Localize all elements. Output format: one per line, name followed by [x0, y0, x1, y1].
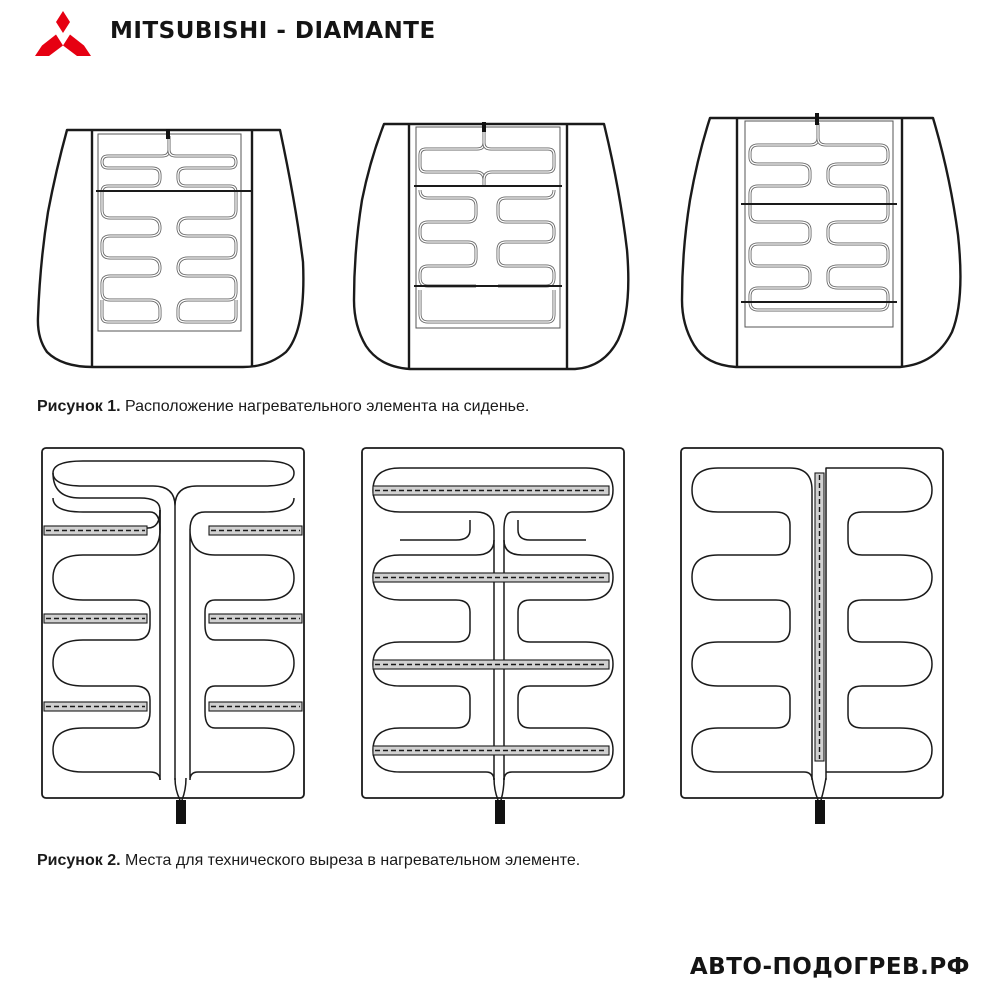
- seat-option-3: [682, 113, 960, 367]
- heating-element-3: [681, 448, 943, 824]
- seat-option-1: [38, 129, 303, 367]
- heating-element-1: [42, 448, 304, 824]
- figure1-label: Рисунок 1.: [37, 398, 121, 415]
- heating-element-2: [362, 448, 624, 824]
- brand-title: MITSUBISHI - DIAMANTE: [110, 18, 436, 44]
- figure2-text: Места для технического выреза в нагревательном элементе.: [125, 852, 581, 869]
- figure1-text: Расположение нагревательного элемента на сиденье.: [125, 398, 530, 415]
- figure2-label: Рисунок 2.: [37, 852, 121, 869]
- figure1-caption: [37, 398, 529, 416]
- seat-option-2: [354, 122, 628, 369]
- figure2-caption: [37, 852, 580, 870]
- site-name: АВТО-ПОДОГРЕВ.РФ: [689, 954, 970, 980]
